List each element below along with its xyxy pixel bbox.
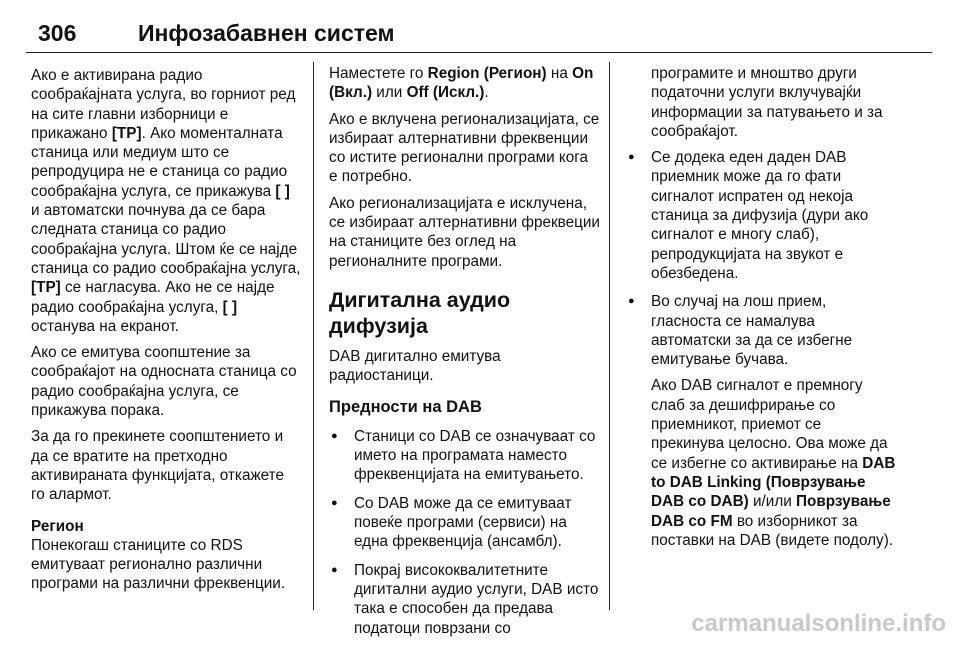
- dab-advantages-list: [329, 427, 600, 638]
- dab-advantages-list-cont: [626, 148, 898, 550]
- paragraph-cancel-alarm: За да го прекинете соопштението и да се вратите на претходно активираната функцијата, откажете го алармот.: [31, 428, 285, 504]
- page-header: [26, 14, 932, 54]
- paragraph-traffic-announcement: Ако се емитува соопштение за сообраќајот на односната станица со радио сообраќајна услуга, се прикажува порака.: [31, 344, 297, 420]
- paragraph-regionalization-on: Ако е вклучена регионализацијата, се избираат алтернативни фреквенции со истите регионални програми кога е потребно.: [329, 110, 600, 186]
- column-2: [329, 64, 600, 647]
- list-item: ● Во случај на лош прием, гласноста се намалува автоматски за да се избегне емитување бучава. Ако DAB сигналот е премногу слаб за дешифрирање со приемникот, приемот се прекинува целосно. Ова може да се избегне со активирање на DAB to DAB Linking (Поврзување DAB со DAB) и/или Поврзување DAB со FM во изборникот за поставки на DAB (видете подолу).: [626, 292, 898, 550]
- paragraph-region: Понекогаш станиците со RDS емитуваат регионално различни програми на различни фреквенции.: [31, 536, 286, 593]
- heading-dab-advantages: Предности на DAB: [329, 397, 482, 416]
- list-item: ● Покрај висококвалитетните дигитални аудио услуги, DAB исто така е способен да предава податоци поврзани со: [329, 561, 600, 638]
- column-divider-1: [313, 62, 314, 610]
- paragraph-region-setting: Наместете го Region (Регион) на On (Вкл.) или Off (Искл.).: [329, 65, 594, 102]
- paragraph-dab-intro: DAB дигитално емитува радиостаници.: [329, 347, 501, 385]
- column-divider-2: [609, 62, 610, 610]
- paragraph-traffic-program: Ако е активирана радио сообраќајната услуга, во горниот ред на сите главни изборници е прикажано [TP]. Ако моменталната станица или медиум што се репродуцира не е станица со радио сообраќајна услуга, се прикажува [ ] и автоматски почнува да се бара следната станица со радио сообраќајна услуга. Штом ќе се најде станица со радио сообраќајна услуга, [TP] се нагласува. Ако не се најде радио сообраќајна услуга, [ ] останува на екранот.: [31, 67, 301, 335]
- list-item: ● Со DAB може да се емитуваат повеќе програми (сервиси) на една фреквенција (ансамбл).: [329, 494, 600, 552]
- paragraph-dab-linking: Ако DAB сигналот е премногу слаб за дешифрирање со приемникот, приемот се прекинува целосно. Ова може да се избегне со активирање на DAB to DAB Linking (Поврзување DAB со DAB) и/или Поврзување DAB со FM во изборникот за поставки на DAB (видете подолу).: [651, 377, 896, 549]
- paragraph-continued: програмите и мноштво други податочни услуги вклучувајќи информации за патувањето и за сообраќајот.: [651, 65, 883, 140]
- heading-dab: Дигитална аудио дифузија: [329, 287, 511, 338]
- header-divider: [26, 52, 932, 53]
- list-item: ● Станици со DAB се означуваат со името на програмата наместо фреквенцијата на емитувањето.: [329, 427, 600, 485]
- section-title: Инфозабавнен систем: [138, 20, 395, 46]
- watermark: carmanualsonline.info: [691, 610, 946, 637]
- column-1: [31, 66, 301, 601]
- list-item: ● Се додека еден даден DAB приемник може да го фати сигналот испратен од некоја станица за дифузија (дури ако сигналот е многу слаб), репродукцијата на звукот е обезбедена.: [626, 148, 898, 283]
- subheading-region: Регион: [31, 517, 84, 535]
- column-3: [626, 64, 898, 559]
- paragraph-regionalization-off: Ако регионализацијата е исклучена, се избираат алтернативни фреквеции на станиците без оглед на регионалните програми.: [329, 194, 600, 270]
- page-number: 306: [38, 20, 77, 46]
